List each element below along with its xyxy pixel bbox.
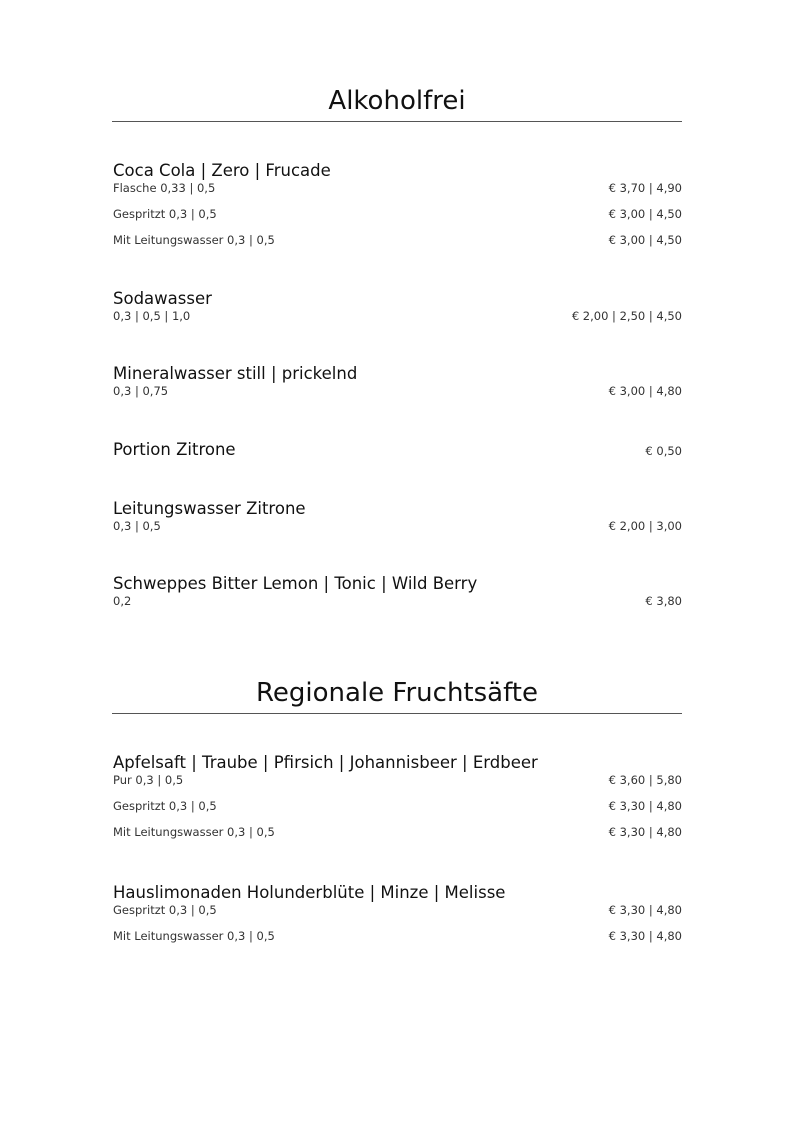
item-name: Coca Cola | Zero | Frucade <box>113 161 331 180</box>
row-label: 0,3 | 0,5 <box>113 519 161 533</box>
menu-item <box>112 364 682 398</box>
row-label: Mit Leitungswasser 0,3 | 0,5 <box>113 233 275 247</box>
row-price: € 2,00 | 2,50 | 4,50 <box>571 309 682 323</box>
item-name-row <box>112 440 682 460</box>
price-row <box>112 309 682 323</box>
row-label: 0,2 <box>113 594 132 608</box>
item-name: Leitungswasser Zitrone <box>113 499 306 518</box>
row-label: Flasche 0,33 | 0,5 <box>113 181 216 195</box>
row-price: € 3,30 | 4,80 <box>608 799 682 813</box>
row-price: € 3,80 <box>645 594 682 608</box>
price-row <box>112 233 682 247</box>
row-label: Gespritzt 0,3 | 0,5 <box>113 903 217 917</box>
price-row <box>112 207 682 221</box>
item-name: Sodawasser <box>113 289 212 308</box>
item-name: Mineralwasser still | prickelnd <box>113 364 358 383</box>
menu-item <box>112 499 682 533</box>
row-price: € 3,70 | 4,90 <box>608 181 682 195</box>
price-row <box>112 903 682 917</box>
item-price: € 0,50 <box>645 444 682 458</box>
menu-item <box>112 440 682 460</box>
row-price: € 3,30 | 4,80 <box>608 903 682 917</box>
price-row <box>112 181 682 195</box>
price-row <box>112 773 682 787</box>
row-price: € 3,00 | 4,50 <box>608 207 682 221</box>
item-name: Portion Zitrone <box>113 440 236 459</box>
section-title: Alkoholfrei <box>112 85 682 122</box>
row-price: € 3,60 | 5,80 <box>608 773 682 787</box>
item-name: Hauslimonaden Holunderblüte | Minze | Melisse <box>113 883 506 902</box>
menu-item <box>112 289 682 323</box>
row-price: € 3,00 | 4,80 <box>608 384 682 398</box>
menu-item <box>112 753 682 839</box>
row-label: 0,3 | 0,75 <box>113 384 169 398</box>
row-label: Gespritzt 0,3 | 0,5 <box>113 799 217 813</box>
row-label: 0,3 | 0,5 | 1,0 <box>113 309 191 323</box>
row-label: Pur 0,3 | 0,5 <box>113 773 184 787</box>
row-label: Gespritzt 0,3 | 0,5 <box>113 207 217 221</box>
row-price: € 3,30 | 4,80 <box>608 929 682 943</box>
price-row <box>112 825 682 839</box>
price-row <box>112 384 682 398</box>
item-name: Apfelsaft | Traube | Pfirsich | Johannisbeer | Erdbeer <box>113 753 538 772</box>
section-title: Regionale Fruchtsäfte <box>112 677 682 714</box>
menu-item <box>112 574 682 608</box>
row-label: Mit Leitungswasser 0,3 | 0,5 <box>113 929 275 943</box>
row-price: € 2,00 | 3,00 <box>608 519 682 533</box>
section-alkoholfrei <box>112 85 682 122</box>
price-row <box>112 519 682 533</box>
row-price: € 3,30 | 4,80 <box>608 825 682 839</box>
row-label: Mit Leitungswasser 0,3 | 0,5 <box>113 825 275 839</box>
row-price: € 3,00 | 4,50 <box>608 233 682 247</box>
menu-item <box>112 883 682 943</box>
price-row <box>112 594 682 608</box>
section-regionale-fruchtsaefte <box>112 677 682 714</box>
menu-item <box>112 161 682 247</box>
price-row <box>112 929 682 943</box>
item-name: Schweppes Bitter Lemon | Tonic | Wild Berry <box>113 574 478 593</box>
price-row <box>112 799 682 813</box>
